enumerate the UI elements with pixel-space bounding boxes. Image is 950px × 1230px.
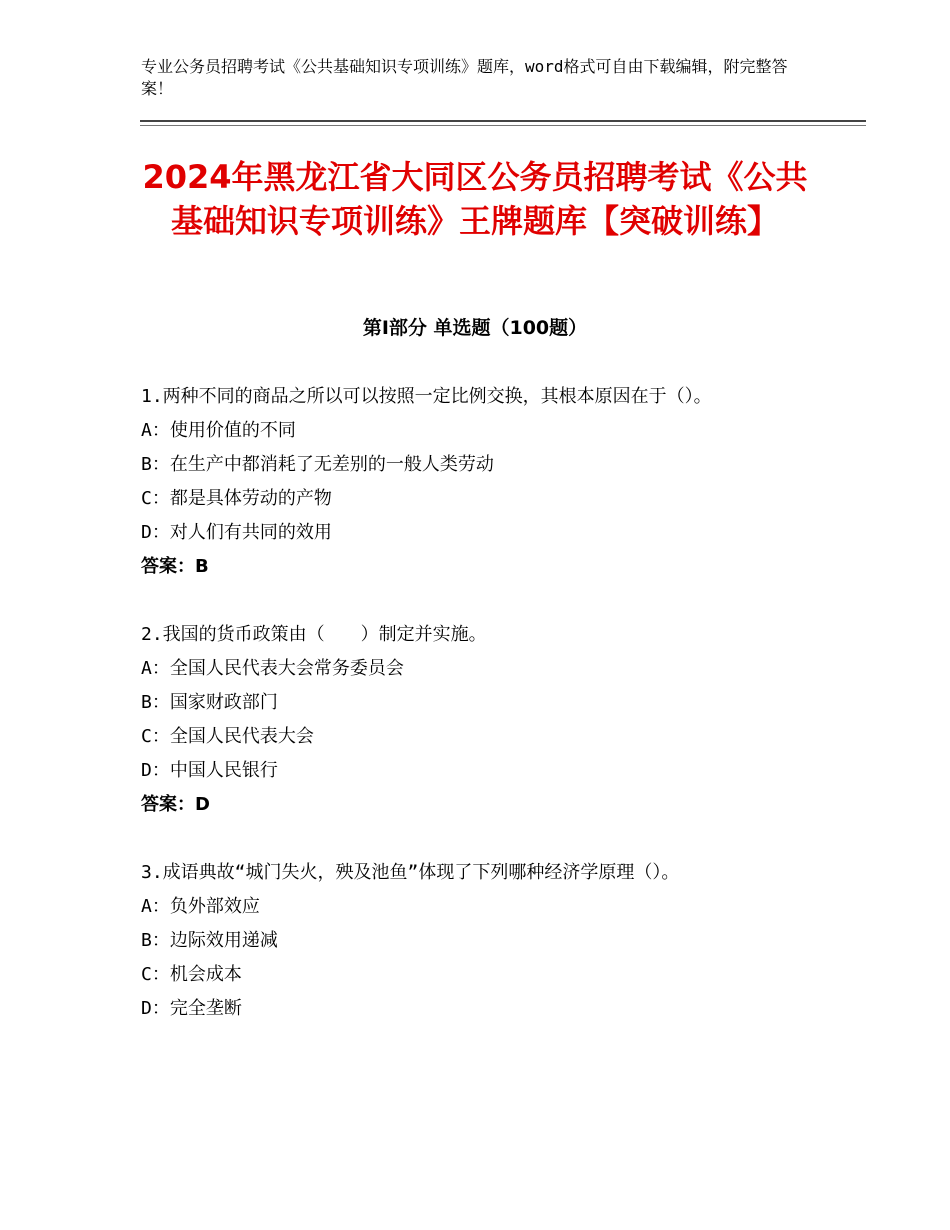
option-c: C：都是具体劳动的产物 [141, 488, 332, 509]
option-d: D：完全垄断 [141, 998, 242, 1019]
document-title: 2024年黑龙江省大同区公务员招聘考试《公共基础知识专项训练》王牌题库【突破训练】 [142, 158, 808, 240]
option-c: C：机会成本 [141, 964, 242, 985]
question-spacer [141, 584, 801, 618]
header-rule-thin [140, 125, 866, 126]
option-d: D：中国人民银行 [141, 760, 278, 781]
question-spacer [141, 822, 801, 856]
question-3 [141, 856, 801, 1026]
option-a: A：负外部效应 [141, 896, 260, 917]
option-a: A：使用价值的不同 [141, 420, 296, 441]
option-a: A：全国人民代表大会常务委员会 [141, 658, 404, 679]
question-stem: 2.我国的货币政策由（ ）制定并实施。 [141, 624, 487, 645]
option-d: D：对人们有共同的效用 [141, 522, 332, 543]
question-2 [141, 618, 801, 822]
header-rule-thick [140, 120, 866, 122]
question-stem: 1.两种不同的商品之所以可以按照一定比例交换，其根本原因在于（）。 [141, 386, 712, 407]
option-b: B：边际效用递减 [141, 930, 278, 951]
answer: 答案：B [141, 556, 209, 577]
option-b: B：在生产中都消耗了无差别的一般人类劳动 [141, 454, 494, 475]
section-title: 第Ⅰ部分 单选题（100题） [362, 317, 588, 339]
answer: 答案：D [141, 794, 210, 815]
question-1 [141, 380, 801, 584]
header-note: 专业公务员招聘考试《公共基础知识专项训练》题库，word格式可自由下载编辑，附完整答案！ [141, 57, 788, 98]
question-stem: 3.成语典故“城门失火，殃及池鱼”体现了下列哪种经济学原理（）。 [141, 862, 680, 883]
option-c: C：全国人民代表大会 [141, 726, 314, 747]
question-list [141, 380, 801, 1026]
option-b: B：国家财政部门 [141, 692, 278, 713]
